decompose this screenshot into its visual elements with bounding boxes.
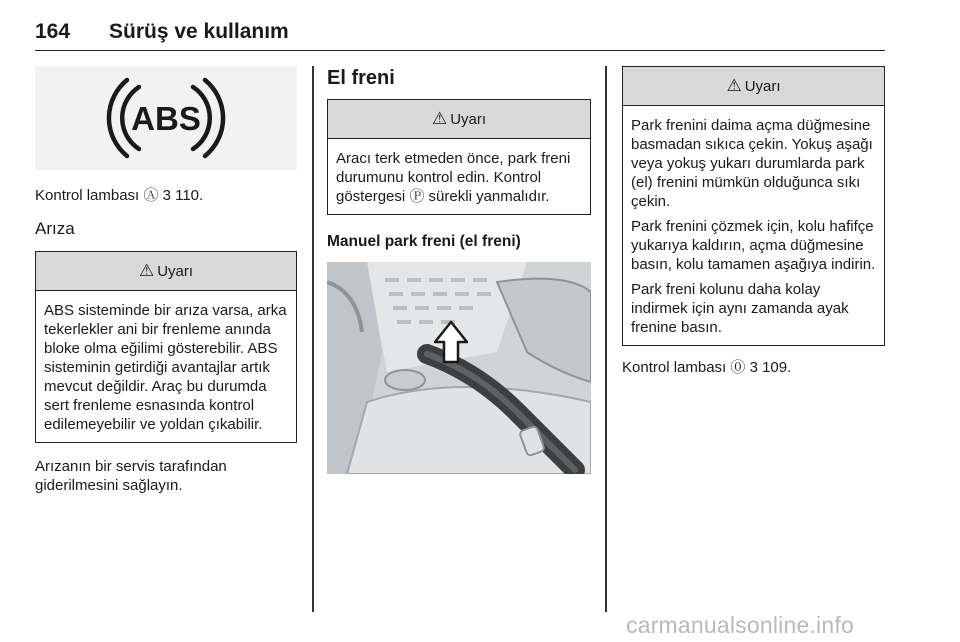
watermark: carmanualsonline.info	[626, 612, 854, 638]
brake-lamp-icon: ⓪	[730, 359, 746, 376]
abs-warning-lamp-icon	[35, 66, 297, 170]
warning-box-abs	[35, 251, 297, 443]
warning-triangle-icon: ⚠	[431, 109, 448, 128]
warning-text: ABS sisteminde bir arıza varsa, arka tekerlekler ani bir frenleme anında bloke olma eğilimi gösterebilir. ABS sisteminin getirdiği avantajlar artık mevcut değildir. Araç bu durumda sert frenleme esnasında kontrol edilemeyebilir ve yoldan çıkabilir.	[44, 302, 287, 433]
warning-paragraph: Park frenini daima açma düğmesine basmadan sıkıca çekin. Yokuş aşağı veya yokuş yukarı durumlarda park (el) frenini mümkün olduğunca sıkı çekin.	[631, 117, 873, 210]
warning-box-parking	[327, 99, 591, 215]
abs-lamp-reference	[35, 186, 297, 205]
warning-triangle-icon: ⚠	[138, 261, 155, 280]
abs-lamp-icon: Ⓐ	[143, 187, 159, 204]
parking-brake-lamp-icon: Ⓟ	[409, 188, 425, 205]
cross-ref-page: 110.	[170, 187, 204, 204]
handbrake-lever-photo	[327, 262, 591, 474]
lamp-ref-text: Kontrol lambası	[622, 359, 731, 376]
warning-header	[328, 100, 590, 139]
column-right	[622, 66, 885, 377]
page-number: 164	[35, 20, 71, 43]
cross-ref-arrow: 3	[162, 187, 171, 204]
warning-title: Uyarı	[450, 110, 487, 128]
abs-figure-text: ABS	[131, 100, 201, 137]
brake-lamp-reference	[622, 358, 885, 377]
warning-text: Aracı terk etmeden önce, park freni durumunu kontrol edin. Kontrol göstergesi Ⓟ sürekli yanmalıdır.	[336, 150, 571, 205]
warning-body	[36, 291, 296, 442]
warning-box-park-brake-use	[622, 66, 885, 346]
warning-paragraph: Park freni kolunu daha kolay indirmek için aynı zamanda ayak frenine basın.	[631, 281, 849, 336]
column-divider-left	[312, 66, 314, 612]
cross-ref-page: 109.	[757, 359, 792, 376]
column-divider-right	[605, 66, 607, 612]
warning-title: Uyarı	[157, 262, 194, 280]
warning-body	[623, 106, 884, 345]
abs-figure	[35, 66, 297, 170]
running-title: Sürüş ve kullanım	[109, 20, 289, 43]
column-left	[35, 66, 297, 495]
warning-body	[328, 139, 590, 214]
warning-header	[36, 252, 296, 291]
section-title-el-freni: El freni	[327, 67, 395, 89]
page-header	[35, 18, 885, 51]
warning-title: Uyarı	[744, 77, 781, 95]
lamp-ref-text: Kontrol lambası	[35, 187, 144, 204]
subsection-title-manual-brake: Manuel park freni (el freni)	[327, 233, 521, 250]
column-middle	[327, 66, 591, 474]
section-title-ariza: Arıza	[35, 219, 75, 238]
warning-triangle-icon: ⚠	[726, 76, 742, 95]
warning-header	[623, 67, 884, 106]
cross-ref-arrow: 3	[749, 359, 758, 376]
warning-paragraph: Park frenini çözmek için, kolu hafifçe yukarıya kaldırın, açma düğmesine basın, kolu tamamen aşağıya indirin.	[631, 218, 876, 273]
handbrake-photo-drawing	[327, 262, 591, 474]
service-note: Arızanın bir servis tarafından giderilmesini sağlayın.	[35, 458, 227, 494]
